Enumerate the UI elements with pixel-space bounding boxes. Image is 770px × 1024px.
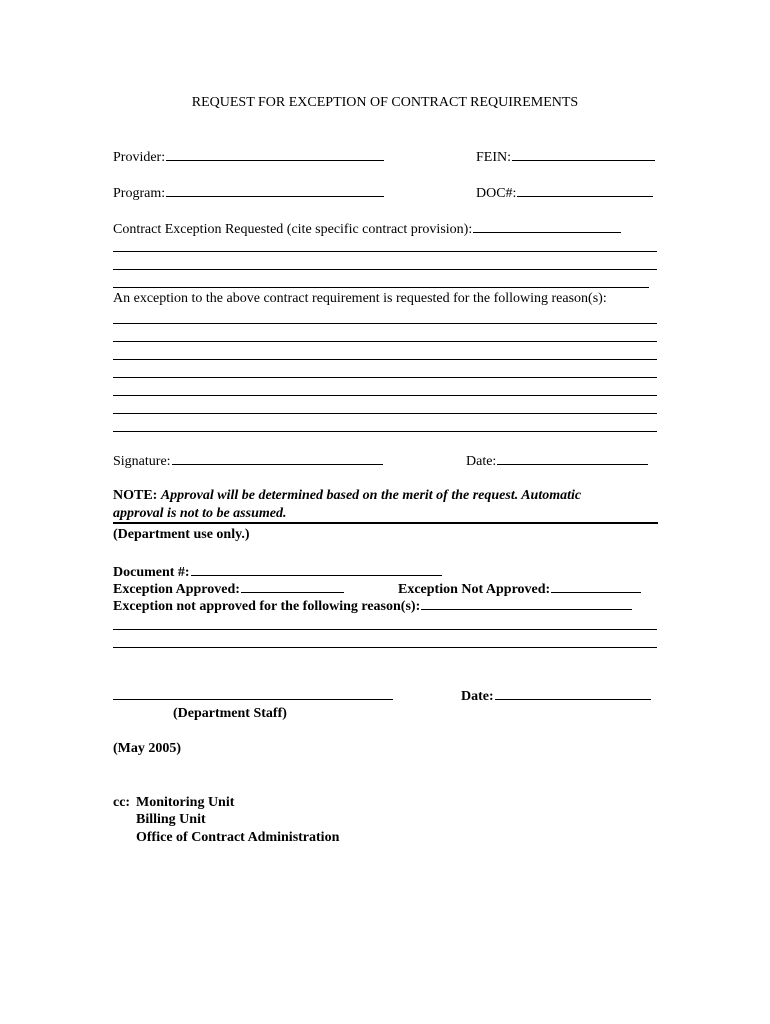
department-date-input[interactable] bbox=[495, 687, 651, 700]
exception-line-3[interactable] bbox=[113, 287, 649, 288]
section-divider bbox=[113, 522, 658, 524]
reason-line-5[interactable] bbox=[113, 395, 657, 396]
not-approved-line-2[interactable] bbox=[113, 647, 657, 648]
document-number-field[interactable] bbox=[113, 563, 442, 581]
reason-line-7[interactable] bbox=[113, 431, 657, 432]
department-heading: (Department use only.) bbox=[113, 527, 250, 542]
note-label: NOTE: bbox=[113, 488, 158, 503]
exception-requested-label: Contract Exception Requested (cite specific contract provision): bbox=[113, 222, 473, 237]
date-field[interactable] bbox=[466, 452, 648, 470]
exception-not-approved-field[interactable] bbox=[398, 580, 641, 598]
cc-item-contract-administration: Office of Contract Administration bbox=[136, 830, 340, 845]
reason-label: An exception to the above contract requirement is requested for the following reason(s): bbox=[113, 291, 607, 306]
cc-label: cc: bbox=[113, 795, 131, 810]
exception-requested-input[interactable] bbox=[473, 220, 621, 233]
signature-field[interactable] bbox=[113, 452, 383, 470]
doc-label: DOC#: bbox=[476, 186, 517, 201]
document-number-input[interactable] bbox=[191, 563, 442, 576]
fein-label: FEIN: bbox=[476, 150, 511, 165]
not-approved-reason-input[interactable] bbox=[421, 597, 632, 610]
exception-approved-field[interactable] bbox=[113, 580, 344, 598]
form-revision-date: (May 2005) bbox=[113, 741, 182, 756]
not-approved-line-1[interactable] bbox=[113, 629, 657, 630]
reason-line-6[interactable] bbox=[113, 413, 657, 414]
not-approved-reason-label: Exception not approved for the following reason(s): bbox=[113, 599, 421, 614]
exception-line-2[interactable] bbox=[113, 269, 657, 270]
cc-item-billing-unit: Billing Unit bbox=[136, 812, 206, 827]
note-text: Approval will be determined based on the merit of the request. Automatic bbox=[160, 488, 582, 503]
department-staff-signature-line[interactable] bbox=[113, 699, 393, 700]
program-input[interactable] bbox=[166, 184, 384, 197]
reason-line-1[interactable] bbox=[113, 323, 657, 324]
fein-field[interactable] bbox=[476, 148, 655, 166]
date-label: Date: bbox=[466, 454, 497, 469]
department-staff-label: (Department Staff) bbox=[173, 706, 287, 721]
note-line-2: approval is not to be assumed. bbox=[113, 506, 287, 521]
not-approved-reason-field[interactable] bbox=[113, 597, 632, 615]
reason-line-2[interactable] bbox=[113, 341, 657, 342]
signature-label: Signature: bbox=[113, 454, 171, 469]
document-number-label: Document #: bbox=[113, 565, 190, 580]
exception-approved-label: Exception Approved: bbox=[113, 582, 240, 597]
form-title: REQUEST FOR EXCEPTION OF CONTRACT REQUIREMENTS bbox=[191, 95, 579, 110]
date-input[interactable] bbox=[497, 452, 648, 465]
doc-field[interactable] bbox=[476, 184, 653, 202]
exception-not-approved-label: Exception Not Approved: bbox=[398, 582, 551, 597]
exception-approved-input[interactable] bbox=[241, 580, 344, 593]
program-field[interactable] bbox=[113, 184, 384, 202]
reason-line-3[interactable] bbox=[113, 359, 657, 360]
exception-not-approved-input[interactable] bbox=[551, 580, 641, 593]
program-label: Program: bbox=[113, 186, 166, 201]
provider-input[interactable] bbox=[166, 148, 384, 161]
provider-label: Provider: bbox=[113, 150, 166, 165]
note-line-1 bbox=[113, 488, 581, 504]
signature-input[interactable] bbox=[172, 452, 383, 465]
exception-requested-field[interactable] bbox=[113, 220, 621, 238]
department-date-label: Date: bbox=[461, 689, 494, 704]
cc-item-monitoring-unit: Monitoring Unit bbox=[136, 795, 235, 810]
reason-line-4[interactable] bbox=[113, 377, 657, 378]
provider-field[interactable] bbox=[113, 148, 384, 166]
fein-input[interactable] bbox=[512, 148, 655, 161]
doc-input[interactable] bbox=[517, 184, 653, 197]
exception-line-1[interactable] bbox=[113, 251, 657, 252]
department-date-field[interactable] bbox=[461, 687, 651, 705]
